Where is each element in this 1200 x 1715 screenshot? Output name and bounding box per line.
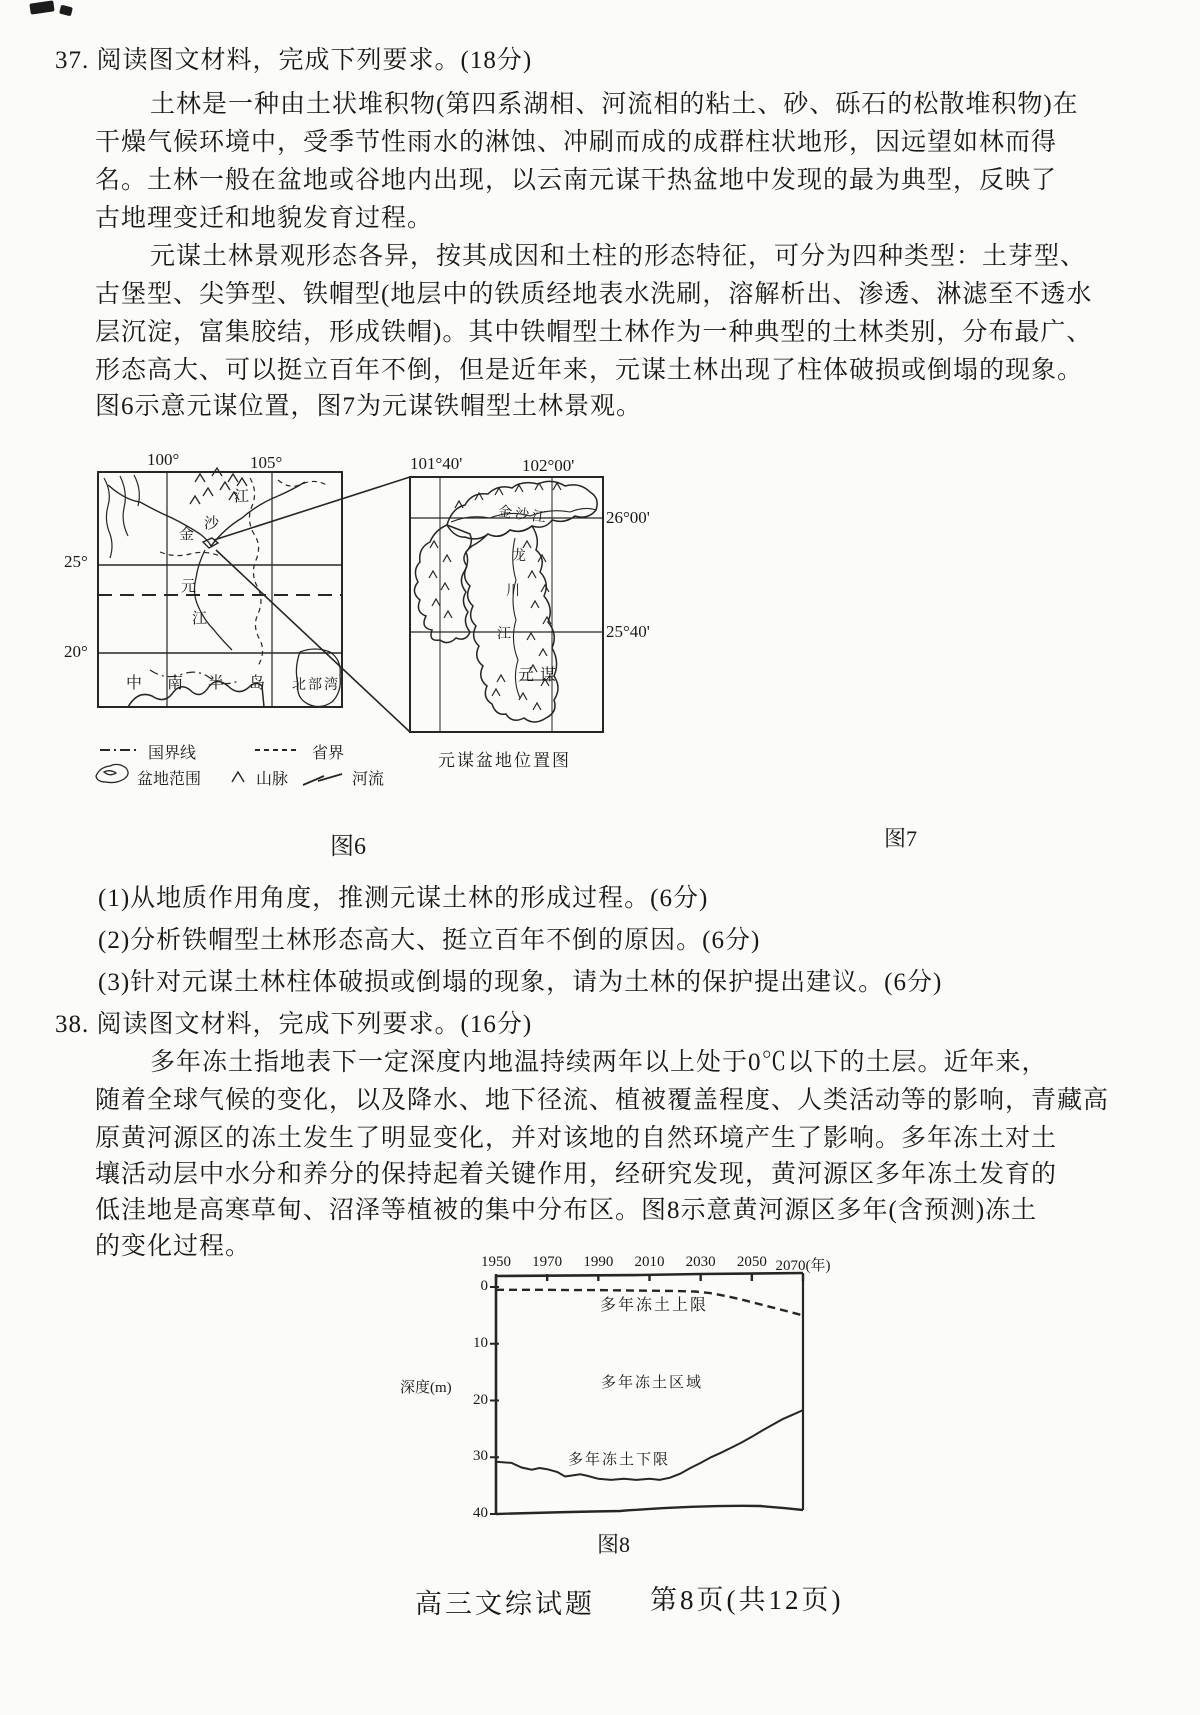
- q37-para1-line: 名。土林一般在盆地或谷地内出现，以云南元谋干热盆地中发现的最为典型，反映了: [95, 167, 1058, 194]
- legend-mountain-label: 山脉: [256, 771, 289, 788]
- permafrost-lower-limit-line: [496, 1410, 803, 1480]
- river-label-char: 金: [179, 527, 195, 543]
- figure7-caption: 图7: [884, 826, 918, 851]
- legend-basin-icon: [96, 764, 128, 782]
- main-map-lon-label: 100°: [147, 450, 180, 469]
- q37-para2-line: 元谋土林景观形态各异，按其成因和土柱的形态特征，可分为四种类型：土芽型、: [150, 243, 1087, 270]
- chart-label-lower: 多年冻土下限: [568, 1452, 671, 1468]
- q37-para2-line: 古堡型、尖笋型、铁帽型(地层中的铁质经地表水洗刷，溶解析出、渗透、淋滤至不透水: [95, 281, 1093, 308]
- q37-para2-line: 层沉淀，富集胶结，形成铁帽)。其中铁帽型土林作为一种典型的土林类别，分布最广、: [95, 319, 1093, 346]
- main-map-lon-label: 105°: [250, 453, 283, 472]
- x-axis-tick-label: 2030: [685, 1254, 716, 1270]
- legend-province-label: 省界: [312, 745, 345, 762]
- q37-para2-line: 形态高大、可以挺立百年不倒，但是近年来，元谋土林出现了柱体破损或倒塌的现象。: [95, 357, 1084, 384]
- scan-artifact: [29, 0, 54, 14]
- figure8-chart: [0, 1250, 1200, 1570]
- q38-para-line: 随着全球气候的变化，以及降水、地下径流、植被覆盖程度、人类活动等的影响，青藏高: [95, 1087, 1110, 1114]
- inset-lat-label: 26°00': [606, 508, 650, 527]
- footer-title: 高三文综试题: [415, 1589, 595, 1619]
- chart-label-region: 多年冻土区域: [601, 1375, 704, 1391]
- river-label-char: 江: [192, 611, 208, 627]
- q37-para1-line: 古地理变迁和地貌发育过程。: [95, 205, 434, 232]
- q38-para-line: 原黄河源区的冻土发生了明显变化，并对该地的自然环境产生了影响。多年冻土对土: [95, 1125, 1058, 1152]
- scan-artifact: [59, 5, 73, 17]
- place-label-yuanmou: 元谋: [518, 667, 563, 684]
- y-axis-tick-label: 40: [473, 1505, 488, 1521]
- legend-boundary-label: 国界线: [148, 745, 197, 762]
- footer-page-number: 第8页(共12页): [650, 1585, 844, 1615]
- figure6-map-art: [0, 430, 1200, 870]
- q37-sub-question: (1)从地质作用角度，推测元谋土林的形成过程。(6分): [98, 885, 709, 912]
- q38-para-line: 壤活动层中水分和养分的保持起着关键作用，经研究发现，黄河源区多年冻土发育的: [95, 1161, 1058, 1188]
- y-axis-tick-label: 10: [473, 1334, 488, 1351]
- q37-header: 37. 阅读图文材料，完成下列要求。(18分): [55, 47, 533, 74]
- figure6: [0, 430, 1200, 870]
- river-label-char: 江: [234, 489, 250, 505]
- x-axis-tick-label: 1950: [481, 1254, 511, 1270]
- q38-para-line: 低洼地是高寒草甸、沼泽等植被的集中分布区。图8示意黄河源区多年(含预测)冻土: [95, 1197, 1038, 1224]
- chart-ylabel: 深度(m): [400, 1380, 452, 1396]
- q38-para-line: 的变化过程。: [95, 1233, 252, 1260]
- inset-lat-label: 25°40': [606, 622, 650, 641]
- x-axis-tick-label: 1990: [583, 1254, 614, 1270]
- x-axis-tick-label: 2010: [634, 1254, 665, 1270]
- legend-river-icon: [303, 774, 342, 785]
- x-axis-tick-label: 2070(年): [775, 1258, 831, 1274]
- main-map-lat-label: 20°: [64, 642, 88, 661]
- q38-para-line: 多年冻土指地表下一定深度内地温持续两年以上处于0℃以下的土层。近年来，: [150, 1049, 1048, 1076]
- inset-lon-label: 102°00': [522, 456, 575, 475]
- q37-para2-line: 图6示意元谋位置，图7为元谋铁帽型土林景观。: [95, 393, 643, 420]
- inset-caption: 元谋盆地位置图: [438, 751, 571, 770]
- river-label-char: 沙: [204, 516, 220, 532]
- main-map-lat-label: 25°: [64, 552, 88, 571]
- legend-river-label: 河流: [352, 771, 385, 788]
- inset-lon-label: 101°40': [410, 454, 463, 473]
- figure6-caption: 图6: [330, 834, 366, 860]
- x-axis-tick-label: 1970: [532, 1254, 563, 1270]
- q37-sub-question: (2)分析铁帽型土林形态高大、挺立百年不倒的原因。(6分): [98, 927, 761, 954]
- legend-basin-label: 盆地范围: [137, 771, 202, 788]
- peninsula-label: 中南半岛: [126, 675, 291, 692]
- inset-river-label: 金沙江: [496, 504, 550, 527]
- river-label-char: 江: [497, 627, 511, 642]
- q37-sub-question: (3)针对元谋土林柱体破损或倒塌的现象，请为土林的保护提出建议。(6分): [98, 969, 943, 996]
- q37-para1-line: 干燥气候环境中，受季节性雨水的淋蚀、冲刷而成的成群柱状地形，因远望如林而得: [95, 129, 1058, 156]
- figure8-caption: 图8: [597, 1532, 631, 1557]
- y-axis-tick-label: 30: [473, 1448, 488, 1465]
- x-axis-tick-label: 2050: [736, 1254, 767, 1270]
- y-axis-tick-label: 0: [480, 1278, 488, 1294]
- q37-para1-line: 土林是一种由土状堆积物(第四系湖相、河流相的粘土、砂、砾石的松散堆积物)在: [150, 91, 1079, 118]
- y-axis-tick-label: 20: [473, 1391, 488, 1408]
- river-label-char: 元: [181, 579, 197, 595]
- river-label-char: 川: [506, 584, 520, 599]
- river-label-char: 龙: [512, 549, 526, 564]
- legend-mountain-icon: [232, 772, 244, 782]
- q38-header: 38. 阅读图文材料，完成下列要求。(16分): [55, 1011, 533, 1038]
- chart-label-upper: 多年冻土上限: [600, 1297, 709, 1314]
- gulf-label: 北部湾: [292, 678, 340, 693]
